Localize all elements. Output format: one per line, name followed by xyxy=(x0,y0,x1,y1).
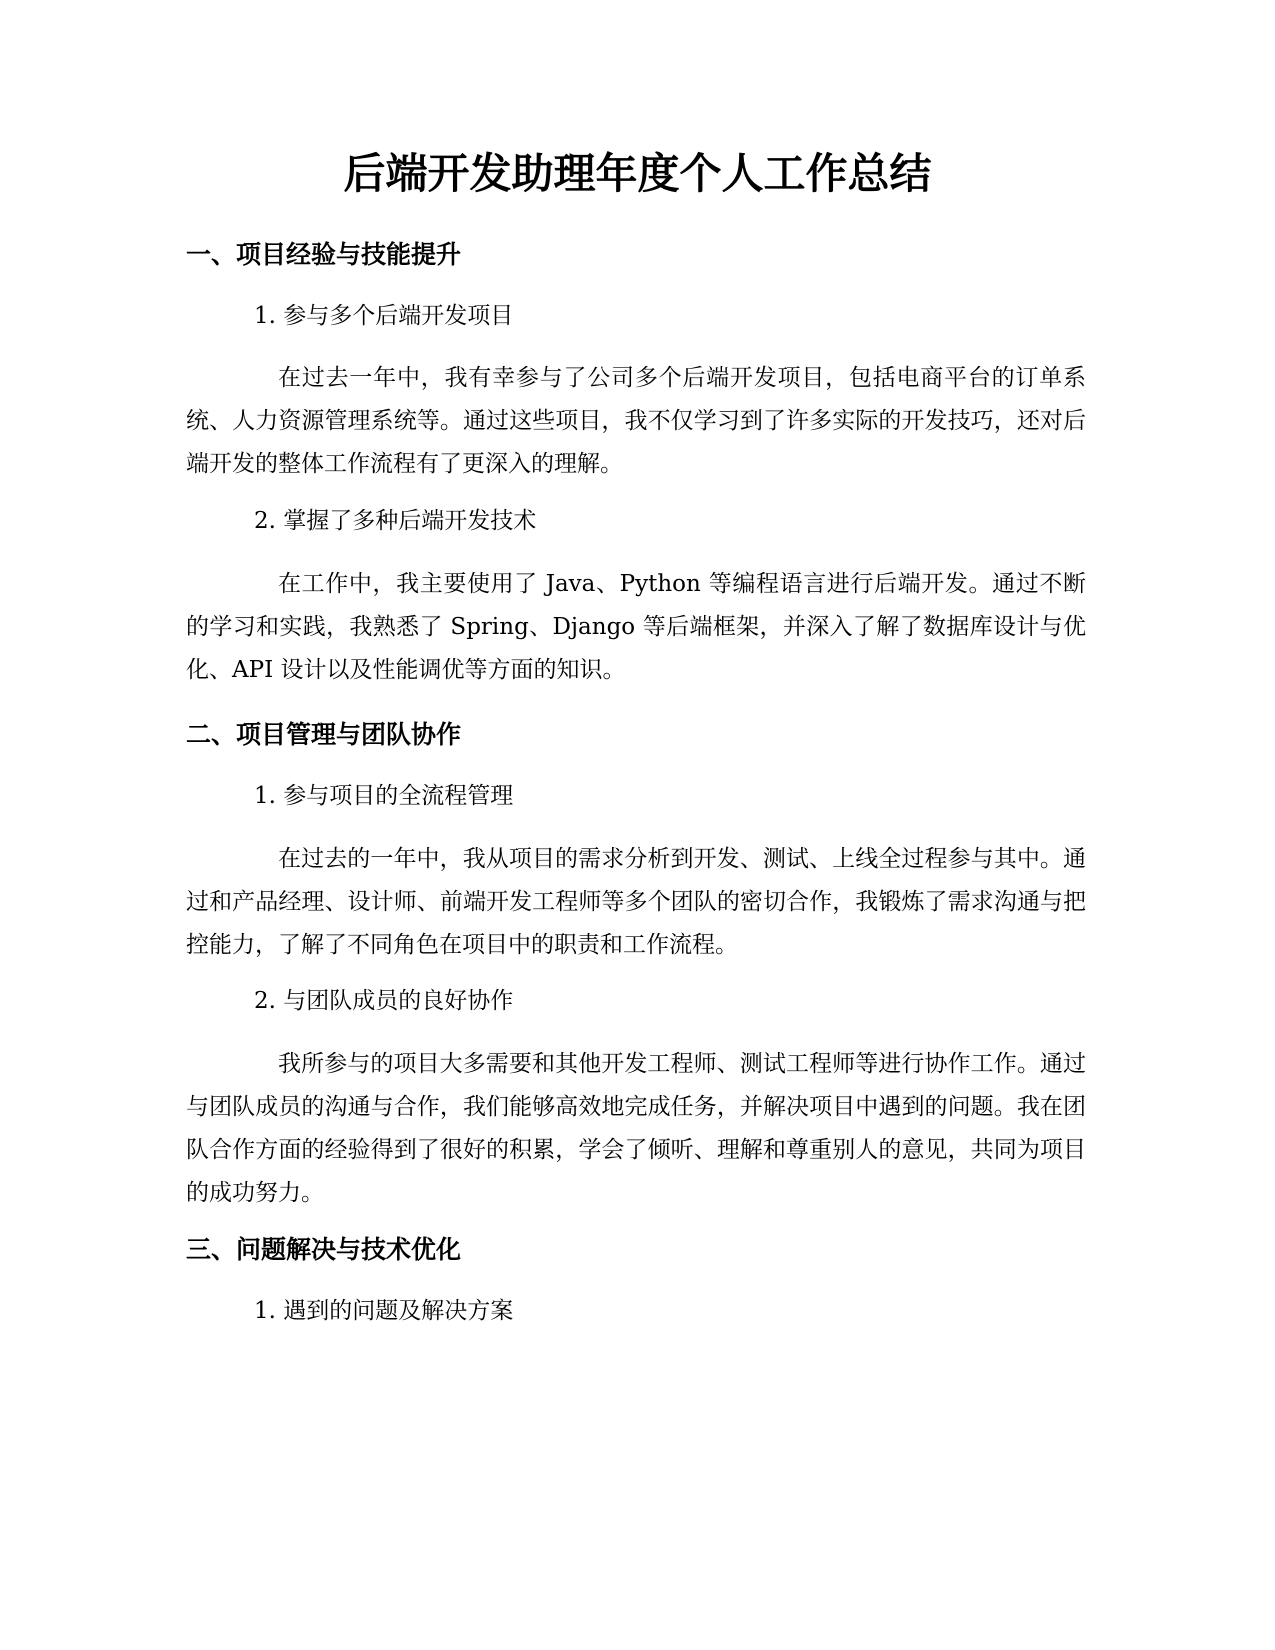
section-2-item-1-paragraph: 在过去的一年中，我从项目的需求分析到开发、测试、上线全过程参与其中。通过和产品经理、设计师、前端开发工程师等多个团队的密切合作，我锻炼了需求沟通与把控能力，了解了不同角色在项目中的职责和工作流程。 xyxy=(186,846,1086,958)
section-2-item-2-paragraph: 我所参与的项目大多需要和其他开发工程师、测试工程师等进行协作工作。通过与团队成员的沟通与合作，我们能够高效地完成任务，并解决项目中遇到的问题。我在团队合作方面的经验得到了很好的积累，学会了倾听、理解和尊重别人的意见，共同为项目的成功努力。 xyxy=(186,1051,1086,1206)
section-3-item-1-label: 1. 遇到的问题及解决方案 xyxy=(254,1298,514,1324)
section-heading-2: 二、项目管理与团队协作 xyxy=(186,720,462,749)
section-1-item-1-paragraph: 在过去一年中，我有幸参与了公司多个后端开发项目，包括电商平台的订单系统、人力资源管理系统等。通过这些项目，我不仅学习到了许多实际的开发技巧，还对后端开发的整体工作流程有了更深入的理解。 xyxy=(186,365,1086,477)
section-2-item-1-label: 1. 参与项目的全流程管理 xyxy=(254,783,514,809)
section-2-item-2-label: 2. 与团队成员的良好协作 xyxy=(254,988,514,1014)
section-1-item-2-paragraph: 在工作中，我主要使用了 Java、Python 等编程语言进行后端开发。通过不断的学习和实践，我熟悉了 Spring、Django 等后端框架，并深入了解了数据库设计与优化、API 设计以及性能调优等方面的知识。 xyxy=(186,571,1086,683)
section-heading-1: 一、项目经验与技能提升 xyxy=(186,240,462,269)
section-1-item-1-label: 1. 参与多个后端开发项目 xyxy=(254,303,514,329)
section-1-item-2-label: 2. 掌握了多种后端开发技术 xyxy=(254,508,537,534)
document-title: 后端开发助理年度个人工作总结 xyxy=(343,149,932,198)
section-heading-3: 三、问题解决与技术优化 xyxy=(186,1235,462,1264)
